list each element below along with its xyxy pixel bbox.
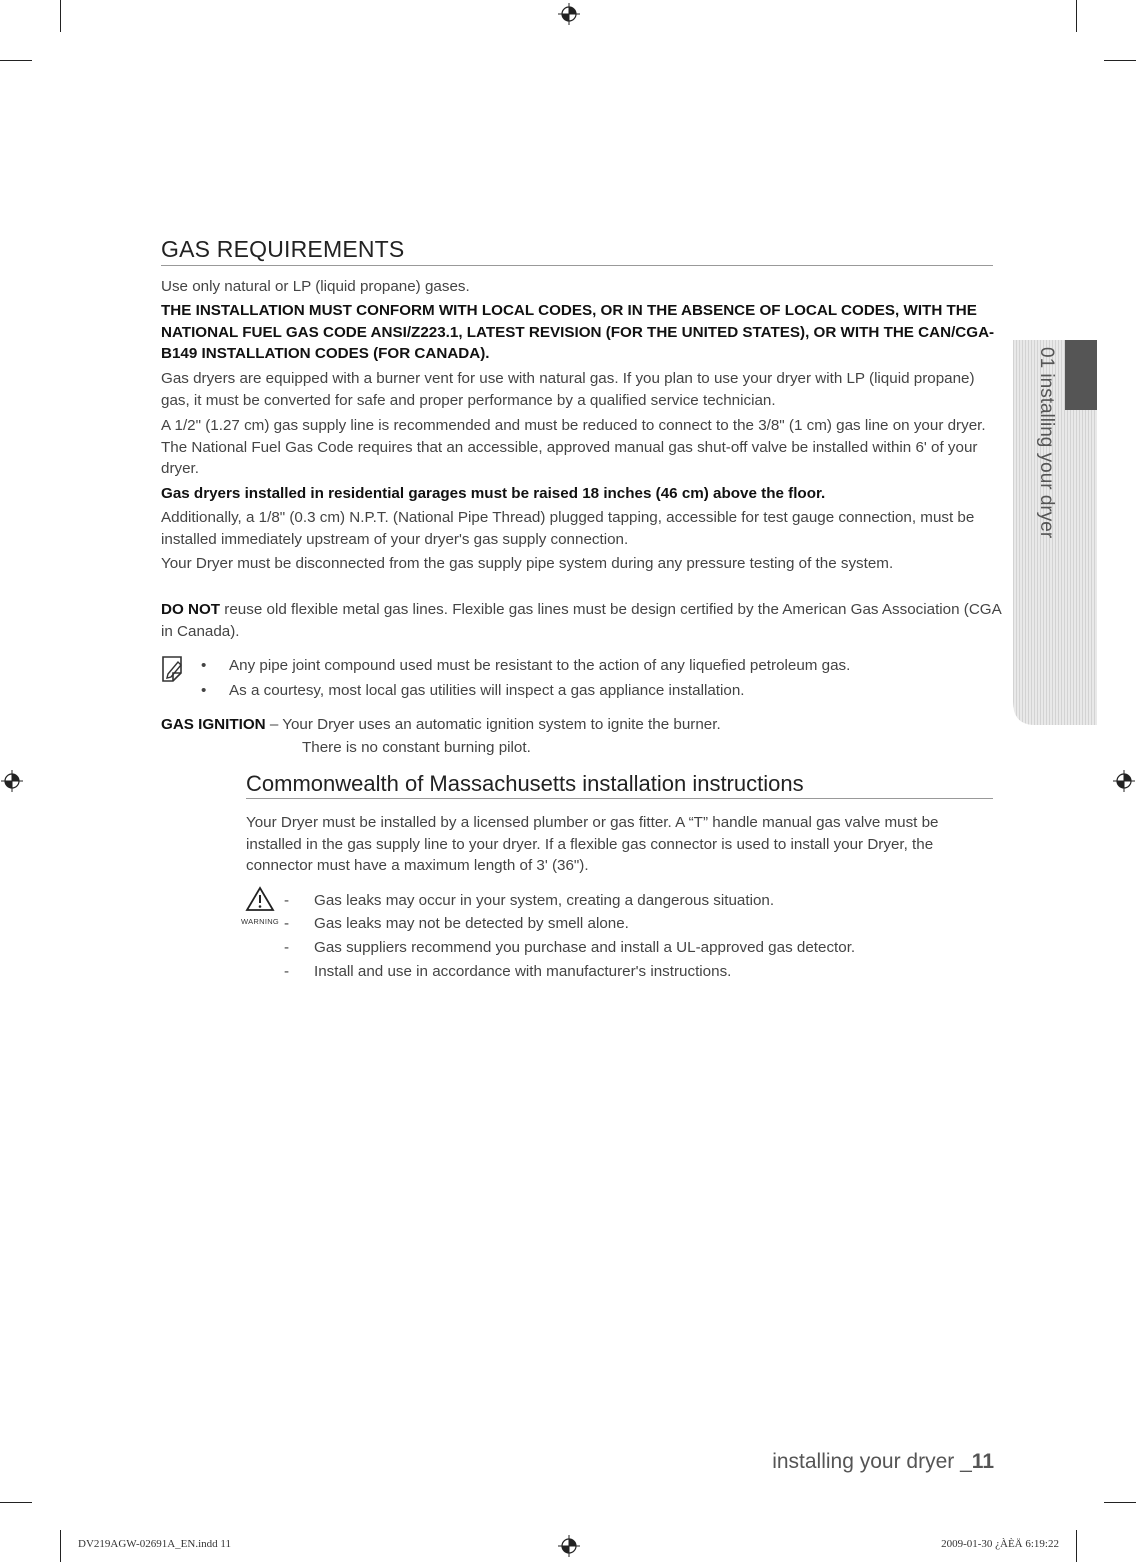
warning-item: - Gas leaks may not be detected by smell alone. [284, 915, 629, 932]
warning-text: Install and use in accordance with manufacturer's instructions. [314, 963, 732, 980]
ignition-label: GAS IGNITION [161, 716, 266, 733]
crop-mark [0, 1502, 32, 1503]
burner-paragraph: Gas dryers are equipped with a burner vent for use with natural gas. If you plan to use your dryer with LP (liquid propane) gas, it must be converted for safe and proper performance by a qualified service technician. [161, 370, 975, 409]
warning-item: - Install and use in accordance with manufacturer's instructions. [284, 963, 732, 980]
warning-item: - Gas leaks may occur in your system, creating a dangerous situation. [284, 892, 775, 909]
do-not-text: reuse old flexible metal gas lines. Flexible gas lines must be design certified by the American Gas Association (CGA in Canada). [161, 601, 1001, 640]
warning-text: Gas leaks may not be detected by smell alone. [314, 915, 629, 932]
supply-line-paragraph: A 1/2" (1.27 cm) gas supply line is recommended and must be reduced to connect to the 3/8" (1 cm) gas line on your dryer. The National Fuel Gas Code requires that an accessible, approved manual gas shut-off valve be installed within 6' of your dryer. [161, 417, 986, 477]
do-not-label: DO NOT [161, 601, 221, 618]
footer-title [772, 1450, 994, 1474]
page-number: 11 [971, 1450, 994, 1473]
crop-mark [1076, 0, 1077, 32]
crop-mark [60, 1530, 61, 1562]
ignition-paragraph [161, 714, 1001, 736]
garage-notice: Gas dryers installed in residential garages must be raised 18 inches (46 cm) above the floor. [161, 485, 826, 502]
crop-mark [0, 60, 32, 61]
crop-mark [1104, 60, 1136, 61]
disconnect-paragraph: Your Dryer must be disconnected from the gas supply pipe system during any pressure testing of the system. [161, 555, 894, 572]
crop-mark [1076, 1530, 1077, 1562]
note-item: • As a courtesy, most local gas utilities will inspect a gas appliance installation. [201, 682, 745, 699]
warning-text: Gas leaks may occur in your system, creating a dangerous situation. [314, 892, 775, 909]
print-slug-left: DV219AGW-02691A_EN.indd 11 [78, 1538, 231, 1550]
section-title: GAS REQUIREMENTS [161, 236, 993, 266]
registration-mark-icon [558, 1535, 580, 1557]
note-item: • Any pipe joint compound used must be resistant to the action of any liquefied petroleum gas. [201, 657, 851, 674]
registration-mark-icon [558, 3, 580, 25]
code-notice: THE INSTALLATION MUST CONFORM WITH LOCAL CODES, OR IN THE ABSENCE OF LOCAL CODES, WITH THE NATIONAL FUEL GAS CODE ANSI/Z223.1, LATEST REVISION (FOR THE UNITED STATES), OR WITH THE CAN/CGA-B149 INSTALLATION CODES (FOR CANADA). [161, 302, 995, 362]
do-not-paragraph [161, 599, 1001, 642]
subsection-title: Commonwealth of Massachusetts installation instructions [246, 771, 993, 799]
side-tab-label: 01 installing your dryer [1036, 347, 1057, 539]
warning-item: - Gas suppliers recommend you purchase and install a UL-approved gas detector. [284, 939, 856, 956]
note-text: As a courtesy, most local gas utilities will inspect a gas appliance installation. [229, 682, 745, 699]
registration-mark-icon [1113, 770, 1135, 792]
registration-mark-icon [1, 770, 23, 792]
massachusetts-paragraph: Your Dryer must be installed by a licensed plumber or gas fitter. A “T” handle manual gas valve must be installed in the gas supply line to your dryer. If a flexible gas connector is used to install your Dryer, the connector must have a maximum length of 3' (36"). [246, 814, 939, 874]
footer-title-text: installing your dryer _ [772, 1450, 972, 1473]
ignition-text-2: There is no constant burning pilot. [302, 739, 531, 756]
intro-paragraph: Use only natural or LP (liquid propane) gases. [161, 278, 470, 295]
warning-text: Gas suppliers recommend you purchase and install a UL-approved gas detector. [314, 939, 856, 956]
tapping-paragraph: Additionally, a 1/8" (0.3 cm) N.P.T. (National Pipe Thread) plugged tapping, accessible for test gauge connection, must be installed immediately upstream of your dryer's gas supply connection. [161, 509, 975, 548]
warning-label: WARNING [241, 917, 280, 926]
note-text: Any pipe joint compound used must be resistant to the action of any liquefied petroleum gas. [229, 657, 851, 674]
note-pencil-icon [161, 655, 187, 685]
print-slug-right: 2009-01-30 ¿ÀÈÄ 6:19:22 [941, 1538, 1059, 1550]
crop-mark [60, 0, 61, 32]
ignition-text: – Your Dryer uses an automatic ignition system to ignite the burner. [265, 716, 721, 733]
crop-mark [1104, 1502, 1136, 1503]
warning-triangle-icon [245, 886, 275, 912]
